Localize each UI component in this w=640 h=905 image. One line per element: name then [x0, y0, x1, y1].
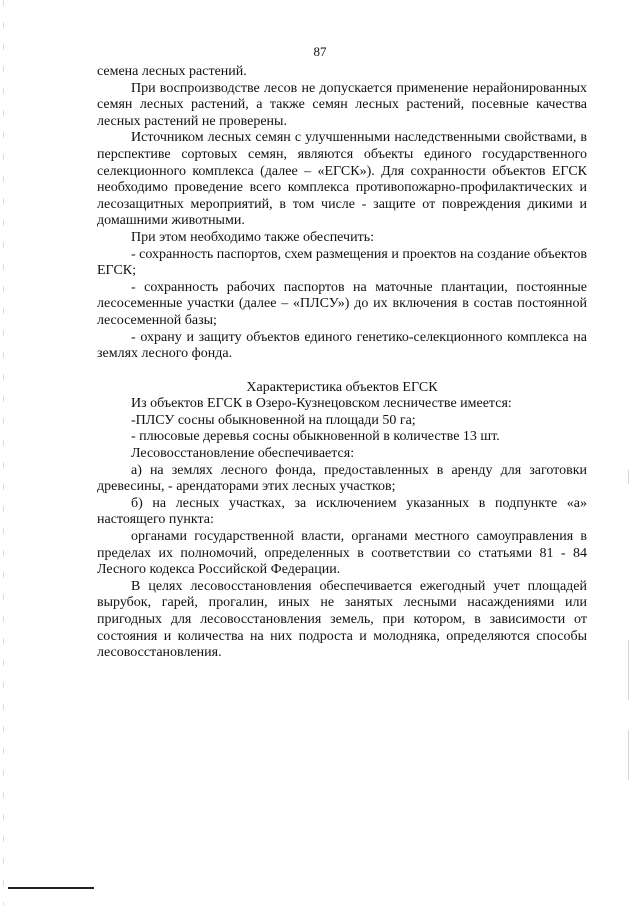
list-item: - плюсовые деревья сосны обыкновенной в количестве 13 шт. [131, 429, 500, 445]
paragraph: органами государственной власти, органами местного самоуправления в пределах их полномочий, определенных в соответствии со статьями 81 - 84 Лесного кодекса Российской Федерации. [97, 529, 587, 578]
list-item: а) на землях лесного фонда, предоставленных в аренду для заготовки древесины, - арендаторами этих лесных участков; [97, 462, 587, 495]
list-item: - охрану и защиту объектов единого генетико-селекционного комплекса на землях лесного фонда. [97, 329, 587, 362]
footer-rule [8, 887, 94, 889]
scan-mark-right [628, 470, 629, 484]
paragraph: Из объектов ЕГСК в Озеро-Кузнецовском лесничестве имеется: [131, 396, 512, 412]
scan-mark-right [628, 640, 629, 700]
body-text [97, 64, 587, 662]
scan-mark-right [628, 730, 629, 780]
list-item: -ПЛСУ сосны обыкновенной на площади 50 га; [131, 412, 416, 428]
list-item: - сохранность рабочих паспортов на маточные плантации, постоянные лесосеменные участки (далее – «ПЛСУ») до их включения в состав постоянной лесосеменной базы; [97, 279, 587, 328]
paragraph: При воспроизводстве лесов не допускается применение нерайонированных семян лесных растений, а также семян лесных растений, посевные качества лесных растений не проверены. [97, 80, 587, 129]
list-item: б) на лесных участках, за исключением указанных в подпункте «а» настоящего пункта: [97, 495, 587, 528]
paragraph: семена лесных растений. [97, 64, 247, 79]
scan-edge-left [3, 0, 4, 905]
paragraph: При этом необходимо также обеспечить: [131, 229, 374, 245]
paragraph: Источником лесных семян с улучшенными наследственными свойствами, в перспективе сортовых семян, являются объекты единого государственного селекционного комплекса (далее – «ЕГСК»). Для сохранности объектов ЕГСК необходимо проведение всего комплекса противопожарно-профилактических и лесозащитных мероприятий, в том числе - защите от повреждения дикими и домашними животными. [97, 130, 587, 229]
paragraph: В целях лесовосстановления обеспечивается ежегодный учет площадей вырубок, гарей, прогалин, иных не занятых лесными насаждениями или пригодных для лесовосстановления земель, при котором, в зависимости от состояния и количества на них подроста и молодняка, определяются способы лесовосстановления. [97, 578, 587, 661]
section-heading: Характеристика объектов ЕГСК [246, 379, 438, 395]
page-number: 87 [313, 44, 327, 59]
list-item: - сохранность паспортов, схем размещения и проектов на создание объектов ЕГСК; [97, 246, 588, 279]
paragraph: Лесовосстановление обеспечивается: [131, 446, 355, 462]
